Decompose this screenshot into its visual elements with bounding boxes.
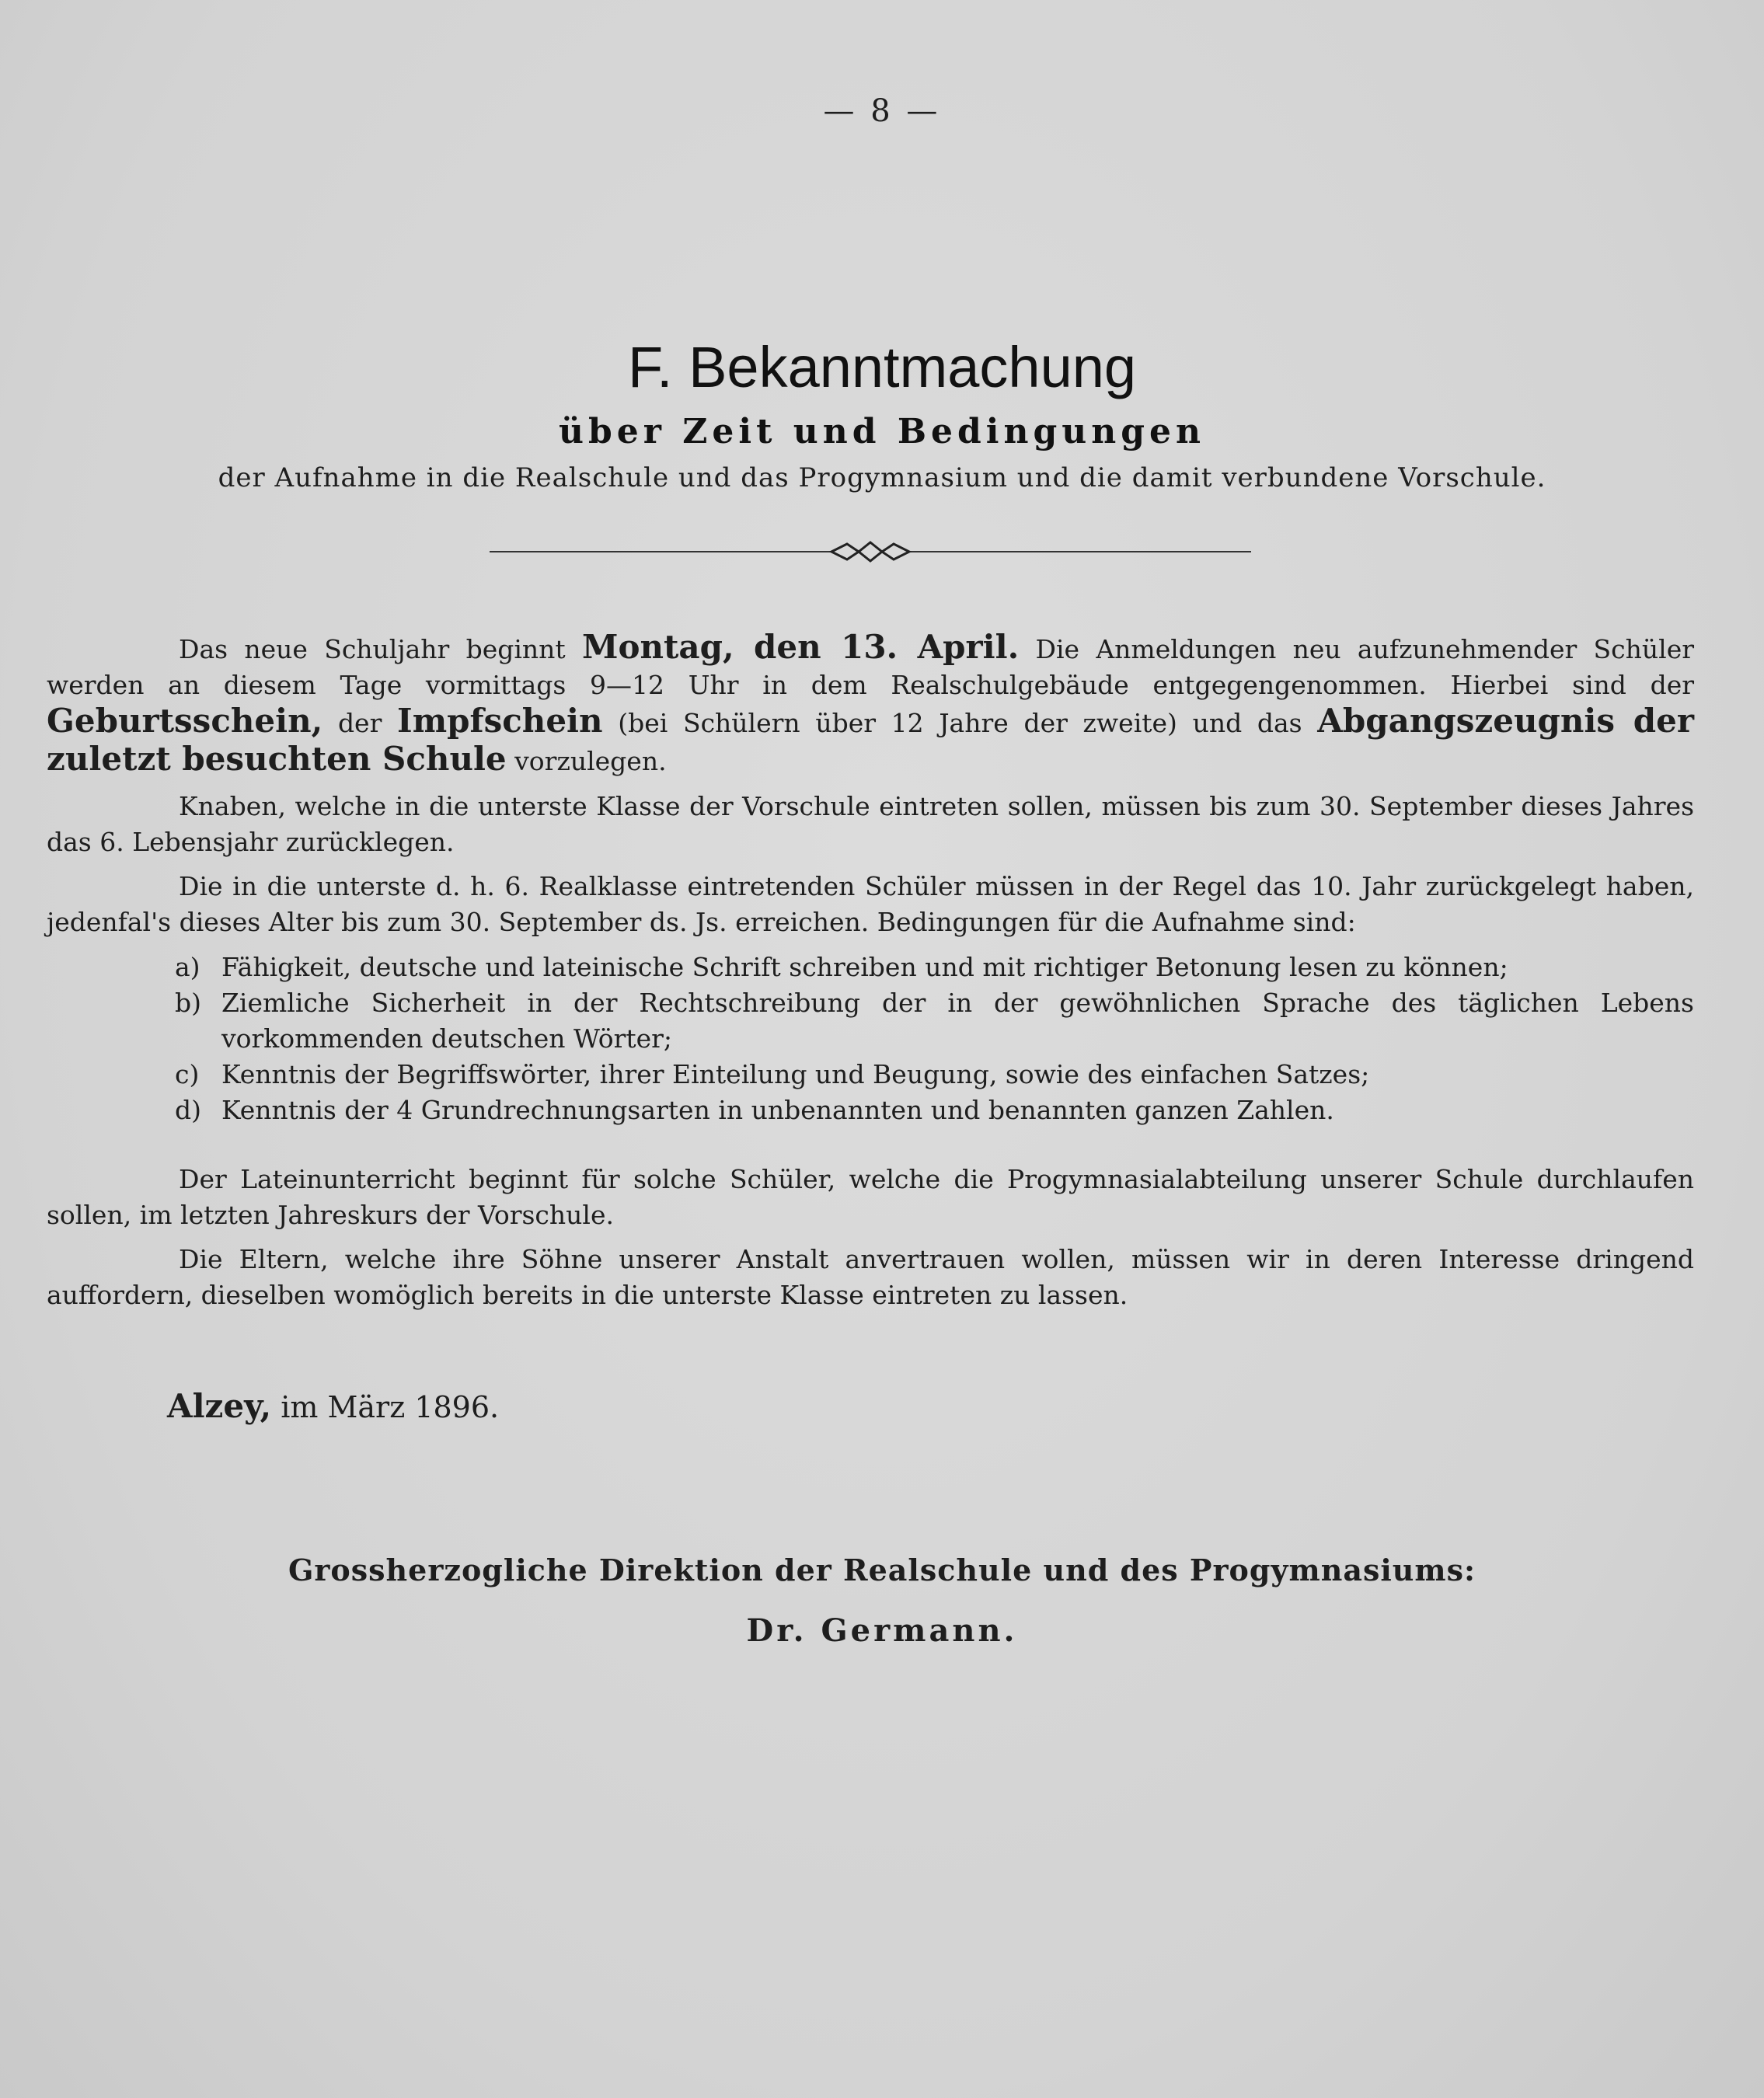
list-text: Fähigkeit, deutsche und lateinische Schrift schreiben und mit richtiger Betonung lesen zu können; (221, 952, 1508, 982)
start-date: Montag, den 13. April. (581, 628, 1020, 666)
paragraph-latin: Der Lateinunterricht beginnt für solche Schüler, welche die Progymnasialabteilung unserer Schule durchlaufen sollen, im letzten Jahreskurs der Vorschule. (47, 1164, 1694, 1230)
paragraph-start-date (47, 629, 1694, 779)
page-number: — 8 — (823, 93, 941, 129)
p1-text-5: vorzulegen. (514, 746, 667, 776)
subtitle: über Zeit und Bedingungen (559, 412, 1205, 451)
list-item (175, 1093, 1694, 1128)
p1-text-3: der (337, 708, 382, 738)
list-marker: a) (175, 952, 200, 982)
signature-office: Grossherzogliche Direktion der Realschule und des Progymnasiums: (288, 1553, 1476, 1587)
list-marker: d) (175, 1095, 201, 1125)
conditions-list (175, 950, 1694, 1128)
p1-text-4: (bei Schülern über 12 Jahre der zweite) und das (618, 708, 1302, 738)
list-item (175, 1057, 1694, 1093)
p1-text-2: Die Anmeldungen neu aufzunehmender Schüler werden an diesem Tage vormittags 9—12 Uhr in dem Realschulgebäude entgegengenommen. Hierbei sind der (47, 634, 1694, 700)
signature-name: Dr. Germann. (746, 1612, 1018, 1649)
list-item (175, 950, 1694, 985)
list-marker: c) (175, 1059, 200, 1089)
subtitle-line: der Aufnahme in die Realschule und das Progymnasium und die damit verbundene Vorschule. (218, 462, 1546, 493)
list-marker: b) (175, 988, 201, 1018)
paragraph-parents: Die Eltern, welche ihre Söhne unserer Anstalt anvertrauen wollen, müssen wir in deren Interesse dringend auffordern, dieselben womöglich bereits in die unterste Klasse eintreten zu lassen. (47, 1244, 1694, 1310)
list-item (175, 985, 1694, 1057)
vaccination-certificate: Impfschein (397, 702, 603, 740)
ornament-divider (490, 536, 1251, 567)
paragraph-age-preschool: Knaben, welche in die unterste Klasse der Vorschule eintreten sollen, müssen bis zum 30. September dieses Jahres das 6. Lebensjahr zurücklegen. (47, 791, 1694, 857)
paragraph-age-realschool: Die in die unterste d. h. 6. Realklasse eintretenden Schüler müssen in der Regel das 10. Jahr zurückgelegt haben, jedenfal's dieses Alter bis zum 30. September ds. Js. erreichen. Bedingungen für die Aufnahme sind: (47, 871, 1694, 937)
list-text: Kenntnis der Begriffswörter, ihrer Einteilung und Beugung, sowie des einfachen Satzes; (221, 1059, 1370, 1089)
place-city: Alzey, (167, 1387, 272, 1425)
p1-text-1: Das neue Schuljahr beginnt (179, 634, 566, 664)
list-text: Kenntnis der 4 Grundrechnungsarten in unbenannten und benannten ganzen Zahlen. (221, 1095, 1334, 1125)
birth-certificate: Geburtsschein, (47, 702, 323, 740)
place-date-text: im März 1896. (281, 1390, 500, 1424)
place-date (167, 1387, 499, 1425)
page-title: F. Bekanntmachung (627, 335, 1137, 399)
list-text: Ziemliche Sicherheit in der Rechtschreibung der in der gewöhnlichen Sprache des täglichen Lebens vorkommenden deutschen Wörter; (221, 988, 1694, 1054)
leaving-certificate: Abgangszeugnis der zuletzt besuchten Schule (47, 702, 1694, 778)
